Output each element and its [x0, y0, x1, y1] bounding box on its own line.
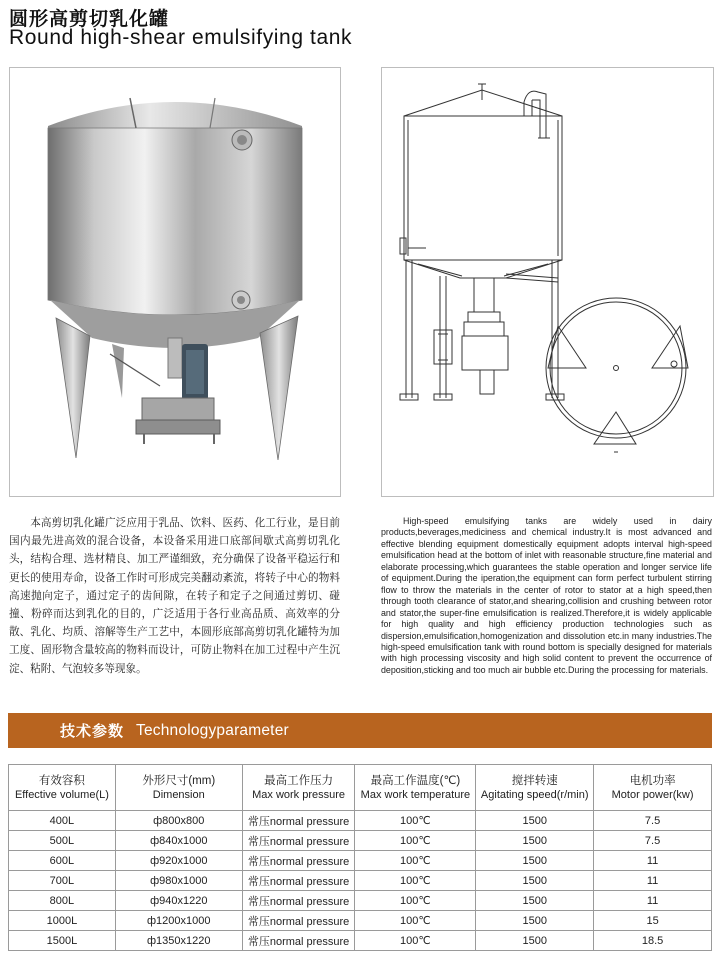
column-header-cn: 搅拌转速 [511, 774, 558, 787]
table-cell: 1500 [476, 911, 594, 931]
table-cell: 11 [594, 851, 712, 871]
table-cell: 1500 [476, 871, 594, 891]
table-header-row [9, 765, 712, 811]
page-title-en: Round high-shear emulsifying tank [9, 26, 353, 49]
column-header [242, 765, 355, 811]
table-cell: 1500 [476, 891, 594, 911]
table-cell: 100℃ [355, 831, 476, 851]
column-header-en: Agitating speed(r/min) [480, 788, 589, 801]
table-cell: 常压normal pressure [242, 851, 355, 871]
table-cell: 700L [9, 871, 116, 891]
column-header-cn: 最高工作压力 [264, 774, 334, 787]
product-photo [9, 67, 341, 497]
table-cell: 100℃ [355, 851, 476, 871]
column-header-en: Motor power(kw) [611, 788, 694, 801]
table-cell: ф980x1000 [115, 871, 242, 891]
table-cell: 100℃ [355, 811, 476, 831]
table-cell: 1500 [476, 811, 594, 831]
table-cell: 7.5 [594, 831, 712, 851]
table-cell: 800L [9, 891, 116, 911]
table-cell: 1500 [476, 831, 594, 851]
column-header [476, 765, 594, 811]
table-cell: 100℃ [355, 931, 476, 951]
table-cell: 常压normal pressure [242, 871, 355, 891]
column-header-en: Max work temperature [360, 788, 471, 801]
table-cell: 常压normal pressure [242, 891, 355, 911]
column-header [9, 765, 116, 811]
table-cell: 常压normal pressure [242, 811, 355, 831]
table-cell: 500L [9, 831, 116, 851]
tech-header-en: Technologyparameter [136, 721, 289, 739]
table-cell: 15 [594, 911, 712, 931]
table-cell: 100℃ [355, 911, 476, 931]
technical-drawing [381, 67, 714, 497]
column-header [594, 765, 712, 811]
table-cell: ф1200x1000 [115, 911, 242, 931]
table-cell: ф840x1000 [115, 831, 242, 851]
table-row [9, 891, 712, 911]
column-header-cn: 有效容积 [38, 774, 85, 787]
column-header-en: Max work pressure [252, 788, 346, 801]
table-cell: 1500L [9, 931, 116, 951]
table-cell: 常压normal pressure [242, 831, 355, 851]
table-cell: 100℃ [355, 871, 476, 891]
description-en: High-speed emulsifying tanks are widely used in dairy products,beverages,mediciness and chemical industry.It is most advanced and effective blending equipment domestically equipment adopts interval high-speed emulsification head at the bottom of inlet with reasonable structure,fine material and elaborate processing,which guarantees the stable operation and longer service life of equipment.During the iperation,the equipment can form perfect turbulent stirring flow to throw the materials in the center of rotor to stator at a high speed,then through tooth clearance of stator,and shearing,collision and crushing between rotor and stator,the super-fine emulsification is realized.Therefore,it is widely applicable for high quality and high efficiency production technologies such as dispersion,emulsification,homogenization and dissolution etc.in many industries.The high-speed emulsification tank with round bottom is specially designed for materials with high processing viscosity and high solid content to prevent the occurrence of deposition,sticking and too much air bubble etc.During the processing for materials. [381, 516, 712, 675]
table-cell: 100℃ [355, 891, 476, 911]
column-header [115, 765, 242, 811]
table-row [9, 811, 712, 831]
spec-table-header [9, 765, 712, 811]
column-header-cn: 外形尺寸(mm) [142, 774, 216, 787]
table-row [9, 851, 712, 871]
tech-header-cn: 技术参数 [60, 723, 125, 740]
table-cell: 常压normal pressure [242, 931, 355, 951]
column-header-cn: 最高工作温度(℃) [370, 774, 461, 787]
tech-parameter-header [8, 713, 712, 748]
table-cell: 11 [594, 891, 712, 911]
table-row [9, 911, 712, 931]
table-cell: 1500 [476, 931, 594, 951]
table-cell: 7.5 [594, 811, 712, 831]
table-cell: ф920x1000 [115, 851, 242, 871]
spec-table-body [9, 811, 712, 951]
column-header-cn: 电机功率 [629, 774, 676, 787]
table-cell: ф800x800 [115, 811, 242, 831]
table-cell: 1000L [9, 911, 116, 931]
table-cell: ф940x1220 [115, 891, 242, 911]
table-cell: 1500 [476, 851, 594, 871]
description-cn: 本高剪切乳化罐广泛应用于乳品、饮料、医药、化工行业，是目前国内最先进高效的混合设备，本设备采用进口底部间歇式高剪切乳化头，结构合理、选材精良、加工严谨细致，充分确保了设备平稳运行和更长的使用寿命，设备工作时可形成完美翻动紊流，将转子中心的物料高速抛向定子，通过定子的齿间隙，在转子和定子之间通过剪切、碰撞、粉碎而达到乳化的目的，广泛适用于各行业高品质、高效率的分散、乳化、均质、溶解等生产工艺中，本圆形底部高剪切乳化罐特为加工度、固形物含量较高的物料而设计，可防止物料在加工过程中产生沉淀、粘附、气泡较多等现象。 [9, 517, 340, 675]
column-header-en: Effective volume(L) [14, 788, 109, 801]
table-cell: 11 [594, 871, 712, 891]
spec-table [8, 764, 712, 951]
table-cell: 18.5 [594, 931, 712, 951]
column-header [355, 765, 476, 811]
table-row [9, 831, 712, 851]
page-title-cn: 圆形高剪切乳化罐 [9, 9, 170, 30]
table-row [9, 871, 712, 891]
table-row [9, 931, 712, 951]
column-header-en: Dimension [152, 788, 205, 801]
table-cell: ф1350x1220 [115, 931, 242, 951]
table-cell: 常压normal pressure [242, 911, 355, 931]
table-cell: 400L [9, 811, 116, 831]
table-cell: 600L [9, 851, 116, 871]
